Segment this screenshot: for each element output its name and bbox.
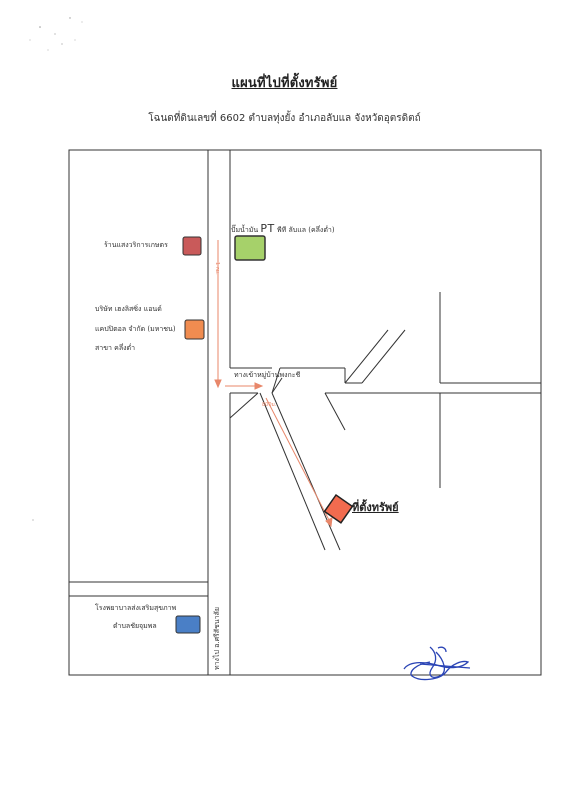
company-label-line1: บริษัท เฮงลิสซิ่ง แอนด์: [95, 305, 162, 313]
distance-label-800m: 800ม.: [262, 402, 277, 408]
scan-specks: [30, 17, 83, 520]
deed-subtitle: โฉนดที่ดินเลขที่ 6602 ตำบลทุ่งยั้ง อำเภอลับแล จังหวัดอุตรดิตถ์: [148, 113, 421, 124]
hospital-label-line2: ตำบลชัยจุมพล: [113, 622, 157, 630]
down-arrow-head: [215, 380, 221, 387]
hospital-label-line1: โรงพยาบาลส่งเสริมสุขภาพ: [95, 604, 177, 612]
property-label: ที่ตั้งทรัพย์: [352, 501, 399, 514]
highway-label: ทางไป อ.ศรีสัชนาลัย: [213, 607, 221, 670]
company-label-line3: สาขา คลึ่งต่ำ: [95, 344, 136, 352]
company-marker: [185, 320, 204, 339]
hospital-marker: [176, 616, 200, 633]
company-label-line2: แคปปิตอล จำกัด (มหาชน): [95, 325, 176, 333]
pt-station-label: ปั๊มน้ำมัน PT พีที ลับแล (คลึ่งต่ำ): [231, 222, 335, 235]
right-arrow-head: [255, 383, 262, 389]
map-title: แผนที่ไปที่ตั้งทรัพย์: [231, 76, 338, 91]
farm-shop-marker: [183, 237, 201, 255]
farm-shop-label: ร้านแสงวริการเกษตร: [104, 241, 168, 249]
village-road-label: ทางเข้าหมู่บ้านพงกะชี: [234, 371, 301, 379]
distance-label-1km: 1 กม.: [214, 262, 220, 275]
pt-station-marker: [235, 236, 265, 260]
route-arrows: [215, 240, 332, 526]
